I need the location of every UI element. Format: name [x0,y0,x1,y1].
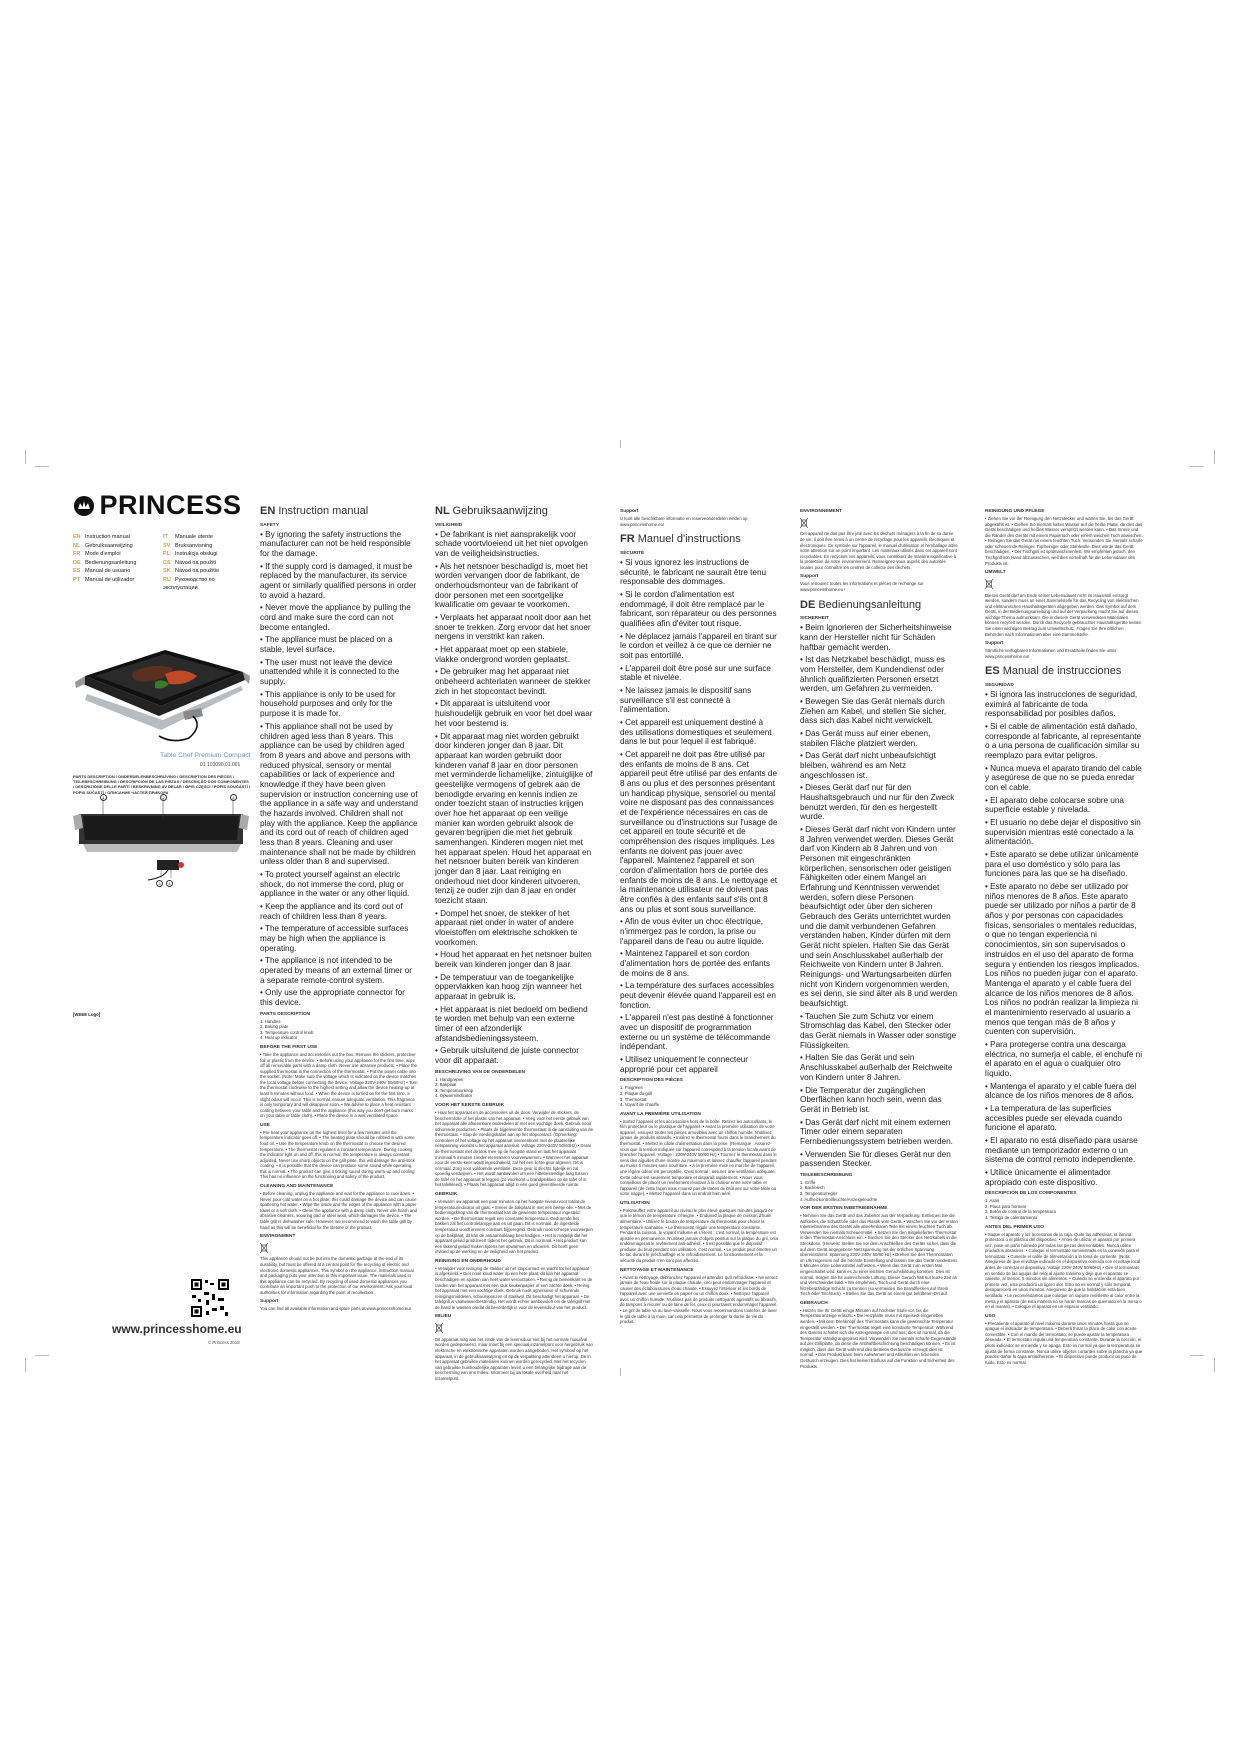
parts-item: 3. Thermostat [620,1096,647,1102]
crop-mark [1214,1358,1215,1372]
safety-heading: VEILIGHEID [435,522,463,528]
use-heading: UTILISATION [620,1200,650,1206]
safety-item: • L'appareil n'est pas destiné à fonctionner avec un dispositif de programmation externe ou un système de télécommande indépendant. [620,1013,774,1052]
cleaning-heading: REINIGING EN ONDERHOUD [435,1258,501,1264]
cleaning-text: • Avant le nettoyage, débranchez l'appareil et attendez qu'il refroidisse. • Ne versez jamais de l'eau froide sur la plaque chaude, ceci peut endommager l'appareil et causer des éclaboussures d'eau chaude. • Essuyez l'intérieur et les bords de l'appareil avec une serviette en papier ou un chiffon doux. • Nettoyez l'appareil avec un chiffon humide. N'utilisez pas de produits nettoyants agressifs ou abrasifs, de tampons à récurer ou de laine de fer, ceux-ci pourraient endommager l'appareil. • Le gril de table va au lave-vaisselle. Nous vous recommandons toutefois de laver le gril de table à la main, car cela permettra de prolonger la durée de vie du produit. [620,1274,778,1325]
crop-mark [35,466,49,467]
safety-item: • Tauchen Sie zum Schutz vor einem Stromschlag das Kabel, den Stecker oder das Gerät niemals in Wasser oder sonstige Flüssigkeiten. [800,1011,957,1050]
parts-item: 3. Temperature control knob [260,1029,314,1035]
language-entry-ru [163,576,243,593]
language-code: PL [163,551,171,558]
safety-item: • This appliance shall not be used by children aged less than 8 years. This appliance can be used by children aged from 8 years and above and persons with reduced physical, sensory or mental capabilities or lack of experience and knowledge if they have been given supervision or instruction concerning use of the appliance in a safe way and understand the hazards involved. Children shall not play with the appliance. Keep the appliance and its cord out of reach of children aged less than 8 years. Cleaning and user maintenance shall not be made by children unless older than 8 and supervised. [260,721,418,867]
safety-item: • Verwenden Sie für dieses Gerät nur den passenden Stecker. [800,1149,951,1169]
use-text: • Verwarm uw apparaat een paar minuten op het hoogste niveau voor totdat de temperatuurindicator uit gaat. • Smeer de bakplaat in met een beetje olie. • Met de bedieningsknop van de thermostaat kan de gewenste temperatuur ingesteld worden. • De thermostaat regelt een constante temperatuur. Gedurende het bakken zal het controlelampje aan en uit gaan. Dit is normaal, de ingestelde temperatuur wordt immers constant bijgeregeld. Gebruik nooit scherpe voorwerpen op de bakplaat, dit kan de antiaanbaklaag beschadigen. • Het is mogelijk dat het apparaat geluid produceert tijdens het gebruik. Dit is normaal. • Het product kan een tikkend geluid maken tijdens het opwarmen en afkoelen. Dit heeft geen invloed op de werking en de veiligheid van het product. [435,1199,593,1255]
safety-item: • Ist das Netzkabel beschädigt, muss es vom Hersteller, dem Kundendienst oder ähnlich qualifizierten Personen ersetzt werden, um Gefahren zu vermeiden. [800,655,945,694]
language-entry-it [163,533,243,542]
language-code: IT [163,534,168,540]
parts-item: 4. Opwarmindicator [435,1093,473,1099]
safety-item: • Halten Sie das Gerät und sein Anschlusskabel außerhalb der Reichweite von Kindern unter 8 Jahren. [800,1053,953,1082]
parts-item: 4. Aufheizkontrollleuchte/Anzeigeleuchte [800,1196,878,1202]
column-nl [435,505,593,1384]
crop-mark [35,1355,49,1356]
crop-mark [25,1358,26,1372]
crossed-bin-icon [800,518,808,528]
language-entry-fr [73,550,153,559]
safety-list [435,530,593,1066]
before-first-use-heading: AVANT LA PREMIÈRE UTILISATION [620,1111,701,1117]
safety-item: • To protect yourself against an electric shock, do not immerse the cord, plug or appliance in the water or any other liquid. [260,869,410,899]
parts-item: 1. Handgrepen [435,1076,464,1082]
environment-heading: UMWELT [985,570,1006,576]
safety-item: • Houd het apparaat en het netsnoer buiten bereik van kinderen jonger dan 8 jaar. [435,950,592,969]
safety-item: • If the supply cord is damaged, it must be replaced by the manufacturer, its service agent or similarly qualified persons in order to avoid a hazard. [260,561,417,600]
safety-item: • Het apparaat is niet bedoeld om bediend te worden met behulp van een externe timer of een afzonderlijk afstandsbedieningssysteem. [435,1004,588,1043]
environment-text: Dit apparaat mag aan het einde van de levensduur niet bij het normale huisafval worden gedeponeerd, maar moet bij een speciaal inzamelpunt voor hergebruik van elektrische en elektronische apparaten worden aangeboden. Het symbool op het apparaat, in de gebruiksaanwijzing en op de verpakking attendeert u hierop. De in het apparaat gebruikte materialen kunnen worden gerecycled. Met het recyclen van gebruikte huishoudelijke apparaten levert u een belangrijke bijdrage aan de bescherming van ons milieu. Informeer bij uw lokale overheid naar het inzamelpunt. [435,1336,593,1381]
language-code: DE [73,559,81,566]
diagram-label-1b: 1 [230,794,237,801]
parts-heading: PARTS DESCRIPTION / ONDERDELENBESCHRIJVING / DESCRIPTION DES PIÈCES / TEILEBESCHREIBUNG / DESCRIPCIÓN DE LAS PIEZAS / DESCRIÇÃO DOS COMPONENTES / DESCRIZIONE DELLE PARTI / BESKRIVNING AV DELAR / OPIS CZĘŚCI / POPIS SOUČÁSTÍ / POPIS SÚČASTÍ / ОПИСАНИЕ ЧАСТЕЙ ПРИБОРА [73,774,251,795]
safety-item: • The user must not leave the device unattended while it is connected to the supply. [260,657,400,687]
environment-text: This appliance should not be put into the domestic garbage at the end of its durability, but must be offered at a central point for the recycling of electric and electronic domestic appliances. This symbol on the appliance, instruction manual and packaging puts your attention to this important issue. The materials used in this appliance can be recycled. By recycling of used domestic appliances you contribute an important push to the protection of our environment. Ask your local authorities for information regarding the point of recollection. [260,1256,414,1295]
environment-heading: MILIEU [435,1314,452,1320]
safety-item: • De gebruiker mag het apparaat niet onbeheerd achterlaten wanneer de stekker zich in het stopcontact bevindt. [435,667,591,696]
language-entry-cs [163,559,243,568]
parts-item: 2. Baking plate [260,1024,289,1030]
language-label: Manual de usuario [85,568,131,575]
safety-item: • Das Gerät darf nicht unbeaufsichtigt bleiben, während es am Netz angeschlossen ist. [800,751,936,780]
column-en [260,505,418,1315]
parts-item: 2. Placa para hornear [985,1203,1027,1209]
safety-item: • Das Gerät muss auf einer ebenen, stabilen Fläche platziert werden. [800,728,931,748]
safety-item: • Als het netsnoer beschadigd is, moet het worden vervangen door de fabrikant, de onderhoudsmonteur van de fabrikant of door personen met een soortgelijke kwalificatie om gevaar te voorkomen. [435,561,588,610]
brand-name: PRINCESS [99,490,242,520]
safety-item: • Utilice únicamente el alimentador apropiado con este dispositivo. [985,1167,1111,1187]
safety-heading: SÉCURITÉ [620,550,645,556]
fold-mark [620,440,621,448]
safety-list [260,530,418,1008]
cleaning-heading: REINIGUNG UND PFLEGE [985,509,1045,514]
before-first-use-heading: ANTES DEL PRIMER USO [985,1224,1044,1230]
crossed-bin-icon [985,579,993,589]
crop-mark [1214,450,1215,464]
language-label: Manuale utente [175,534,213,540]
safety-item: • Das Gerät darf nicht mit einem externen Timer oder einem separaten Fernbedienungssystem betrieben werden. [800,1117,953,1146]
parts-item: 1. Asas [985,1198,1000,1204]
crossed-bin-icon [260,1243,268,1253]
support-text: You can find all available information and spare parts at www.princesshome.eu! [260,1306,411,1312]
language-label: Návod na použití [175,559,217,566]
before-first-use-heading: BEFORE THE FIRST USE [260,1044,318,1050]
parts-item: 1. Poignées [620,1085,643,1091]
cleaning-heading: CLEANING AND MAINTENANCE [260,1184,334,1190]
crop-mark [25,450,26,464]
safety-item: • Este aparato no debe ser utilizado por niños menores de 8 años. Este aparato puede ser utilizado por niños a partir de 8 años y por personas con capacidades físicas, sensoriales o mentales reducidas, o que no tengan experiencia ni conocimientos, sin son supervisados o instruidos en el uso del aparato de forma segura y entienden los riesgos implicados. Los niños no pueden jugar con el aparato. Mantenga el aparato y el cable fuera del alcance de los niños menores de 8 años. Los niños no podrán realizar la limpieza ni el mantenimiento reservado al usuario a menos que tengan más de 8 años y cuenten con supervisión. [985,882,1140,1037]
support-heading: Support [985,641,1004,647]
language-entry-sk [163,567,243,576]
section-title-fr: FR Manuel d'instructions [620,533,741,546]
safety-item: • Only use the appropriate connector for this device. [260,988,405,1007]
crown-icon [73,495,95,517]
crossed-bin-icon [435,1323,443,1333]
column-nl-fr [620,505,778,1328]
safety-item: • Die Temperatur der zugänglichen Oberflächen kann hoch sein, wenn das Gerät in Betrieb ist. [800,1085,942,1114]
environment-heading: ENVIRONNEMENT [800,509,843,514]
support-text: Sämtliche verfügbaren Informationen und Ersatzteile finden Sie unter www.princesshome.eu! [985,648,1117,659]
parts-item: 2. Backblech [800,1185,825,1191]
language-code: FR [73,551,81,558]
safety-item: • L'appareil doit être posé sur une surface stable et nivelée. [620,663,771,683]
safety-item: • Afin de vous éviter un choc électrique, n'immergez pas le cordon, la prise ou l'appareil dans de l'eau ou autre liquide. [620,917,764,946]
safety-item: • The appliance is not intended to be operated by means of an external timer or a separate remote-control system. [260,956,413,985]
language-label: Instruction manual [85,534,130,540]
parts-item: 3. Temperatuurknop [435,1087,474,1093]
use-heading: USO [985,1313,996,1319]
parts-description-heading: PARTS DESCRIPTION [260,1011,311,1017]
safety-item: • De temperatuur van de toegankelijke oppervlakken kan hoog zijn wanneer het apparaat in gebruik is. [435,972,582,1001]
brand-website: www.princesshome.eu [112,1322,242,1336]
language-label: Mode d'emploi [85,551,121,558]
parts-list [800,1180,958,1202]
parts-description-heading: DESCRIPTION DES PIÈCES [620,1078,683,1084]
use-text: • Préchauffez votre appareil au niveau le plus élevé quelques minutes jusqu'à ce que le témoin de température s'éteigne. • Enduisez la plaque de cuisson d'huile alimentaire. • Utilisez le bouton de température du thermostat pour choisir la température souhaitée. • Le thermostat régule une température constante. Pendant la cuisson, le voyant s'allume et s'éteint ; c'est normal, la température est ajustée en permanence. N'utilisez jamais d'objets pointus sur la plaque du gril, cela endommagerait le revêtement anti-adhésif. • Il est possible que le dispositif produise du bruit pendant son utilisation, c'est normal. • Le produit peut émettre un tic-tac durant le préchauffage et le refroidissement. Le fonctionnement et la sécurité du produit n'en sont pas affectés. [620,1207,778,1264]
language-code: PT [73,576,81,583]
safety-item: • Ne laissez jamais le dispositif sans surveillance s'il est connecté à l'alimentation. [620,685,752,715]
environment-text: Cet appareil ne doit pas être jeté avec les déchets ménagers à la fin de sa durée de vie, il doit être remis à un centre de recyclage pour les appareils électriques et électroniques. Ce symbole sur l'appareil, le manuel d'utilisation et l'emballage attire votre attention sur un point important. Les matériaux utilisés dans cet appareil sont recyclables. En recyclant vos appareils, vous contribuez de manière significative à la protection de notre environnement. Renseignez-vous auprès des autorités locales pour connaître les centres de collecte des déchets. [800,531,958,570]
parts-list [260,1019,418,1041]
safety-item: • La temperatura de las superficies accesibles puede ser elevada cuando funcione el aparato. [985,1103,1123,1133]
parts-item: 4. Testigo de calentamiento [985,1215,1038,1220]
safety-item: • Si ignora las instrucciones de seguridad, eximirá al fabricante de toda responsabilidad por posibles daños. [985,690,1138,719]
safety-item: • The appliance must be placed on a stable, level surface. [260,635,393,655]
support-heading: Support [620,509,639,514]
language-code: RU [163,576,171,583]
safety-list [800,623,958,1169]
safety-heading: SEGURIDAD [985,683,1014,689]
support-text: Vous retrouvez toutes les informations et pièces de rechange sur www.princesshome.eu ! [800,581,924,592]
safety-item: • Dit apparaat mag niet worden gebruikt door kinderen jonger dan 8 jaar. Dit apparaat kan worden gebruikt door kinderen vanaf 8 jaar en door personen met verminderde lichamelijke, zintuiglijke of geestelijke vermogens of gebrek aan de benodigde ervaring en kennis indien ze onder toezicht staan of instructies krijgen over hoe het apparaat op een veilige manier kan worden gebruikt alsook de gevaren begrijpen die met het gebruik samenhangen. Kinderen mogen niet met het apparaat spelen. Houd het apparaat en het netsnoer buiten bereik van kinderen jonger dan 8 jaar. Laat reiniging en onderhoud niet door kinderen uitvoeren, tenzij ze ouder zijn dan 8 jaar en onder toezicht staan. [435,731,593,905]
safety-item: • De fabrikant is niet aansprakelijk voor schade voortvloeiend uit het niet opvolgen van de veiligheidsinstructies. [435,529,588,559]
support-heading: Support [260,1299,279,1305]
column-fr-de [800,505,958,1372]
use-text: • Heizen Sie Ihr Gerät einige Minuten auf höchster Stufe vor, bis die Temperaturanzeige erlischt. • Die Heizplatte muss mit Speiseöl eingerieben werden. • Mit dem Drehknopf des Thermostats kann die gewünschte Temperatur eingestellt werden. • Der Thermostat regelt eine konstante Temperatur. Während des Garens schaltet sich die Anzeigelampe ein und aus; dies ist normal, da die Temperatur ständig angepasst wird. Verwenden Sie niemals scharfe Gegenstände auf der Grillplatte, da diese die Antihaftbeschichtung beschädigen können. • Es ist möglich, dass das Gerät während des Betriebs Geräusche erzeugt; dies ist normal. • Das Produkt kann beim Aufwärmen und Abkühlen ein tickendes Geräusch erzeugen. Dies hat keinen Einfluss auf die Funktion und Sicherheit des Produkts. [800,1307,957,1369]
parts-item: 4. Heat up indicator [260,1035,298,1041]
parts-item: 1. Handles [260,1018,281,1024]
cleaning-text: • Verwijder voor reiniging de stekker uit het stopcontact en wacht tot het apparaat is afgekoeld. • Giet nooit koud water op een hete plaat; dit kan het apparaat beschadigen en spatten van heet water veroorzaken. • Reinig de binnenkant en de randen van het apparaat met een stuk keukenpapier of een zachte doek. • Reinig het apparaat met een vochtige doek. Gebruik nooit agressieve of schurende reinigingsmiddelen, schuursponzen of staalwol. Dit beschadigt het apparaat. • De tafelgrill is vaatwasserbestendig. Het wordt echter aanbevolen om de tafelgrill met de hand te wassen omdat dit bevorderlijk is voor de levensduur van het product. [435,1265,593,1310]
safety-item: • Ne déplacez jamais l'appareil en tirant sur le cordon et veillez à ce que ce dernier ne soit pas entortillé. [620,631,777,660]
safety-item: • El aparato debe colocarse sobre una superficie estable y nivelada. [985,795,1124,815]
language-entry-de [73,559,153,568]
product-model-number: 01.103090.01.001 [200,762,241,768]
safety-item: • Mantenga el aparato y el cable fuera del alcance de los niños menores de 8 años. [985,1081,1137,1101]
diagram-label-1: 1 [100,794,107,801]
section-title-nl: NL Gebruiksaanwijzing [435,505,548,517]
before-first-use-text: • Saque el aparato y los accesorios de la caja. Quite las adhesivas, la lámina protectora o el plástico del dispositivo. • Antes de utilizar el aparato por primera vez, pase un paño húmedo por todas las piezas desmontables. Nunca utilice productos abrasivos. • Coloque el termostato suministrado en la conexión para el termostato. • Conecte el cable de alimentación a la toma de corriente. (Nota: Asegúrese de que el voltaje indicado en el dispositivo coincida con el voltaje local antes de conectar el dispositivo. Voltaje 220V-240V 50/60Hz) • Gire el termostato en sentido de las agujas del reloj al ajuste máximo y deje que el aparato se caliente, al menos, 5 minutos sin alimentos. • Cuando se encienda el aparato por primera vez, este producirá un ligero olor. Esto no es normal y sólo temporal, desaparecerá en unos minutos. Asegúrese de que la habitación está bien ventilada. • Le recomendamos que coloque un soporte resistente al calor entre la mesa y el aparato (de esta manera no se harán marcas de quemado en la mesa o en el mantel). • Coloque el aparato en un espacio ventilado. [985,1231,1142,1310]
parts-item: 2. Bakplaat [435,1082,457,1088]
fold-mark [620,1368,621,1376]
safety-list [620,558,778,1075]
language-label: Instrukcja obsługi [175,551,218,558]
support-heading: Support [800,574,819,580]
before-first-use-text: • Take the appliance and accessories out the box. Remove the stickers, protective foil or plastic from the device. • Before using your appliance for the first time, wipe off all removable parts with a damp cloth. Never use abrasive products. • Place the supplied thermostat in the connection of the thermostat. • Put the power cable into the socket. (Note: Make sure the voltage which is indicated on the device matches the local voltage before connecting the device. Voltage 220V-240V 50/60Hz) • Turn the thermostat clockwise to the highest setting and allow the device heating-up at least 5 minutes without food. • When the device is turned on for the first time, a slight odour will occur. This is normal, ensure adequate ventilation. This fragrance is only temporary and will disappear soon. • We advise to place a heat resistant coating between your table and the appliance (this way you don't get burn marks on your table or table cloth). • Place the device in a well ventilated space. [260,1051,418,1119]
diagram-label-4: 4 [166,880,173,887]
language-label: Руководство по эксплуатации [163,576,215,592]
parts-description-heading: DESCRIPCIÓN DE LOS COMPONENTES [985,1191,1077,1197]
product-model-name: Table Chef Premium Compact [160,752,251,759]
language-label: Bedienungsanleitung [85,559,137,566]
safety-item: • Cet appareil est uniquement destiné à des utilisations domestiques et seulement dans le but pour lequel il est fabriqué. [620,717,772,747]
cleaning-heading: NETTOYAGE ET MAINTENANCE [620,1267,694,1273]
safety-item: • Para protegerse contra una descarga eléctrica, no sumerja el cable, el enchufe ni el aparato en el agua o cualquier otro líquido. [985,1039,1143,1078]
diagram-label-3: 3 [156,880,163,887]
before-first-use-text: • Nehmen Sie das Gerät und das Zubehör aus der Verpackung. Entfernen Sie die Aufkleber, die Schutzfolie oder das Plastik vom Gerät. • Wischen Sie vor der ersten Inbetriebnahme des Geräts alle abnehmbaren Teile mit einem feuchten Tuch ab. Verwenden Sie niemals Scheuermittel. • Setzen Sie den mitgelieferten Thermostat in den Thermostat-Anschluss ein. • Stecken Sie den Stecker des Netzkabels in die Steckdose. (Hinweis: Stellen Sie vor dem Anschließen des Geräts sicher, dass die auf dem Gerät angegebene Netzspannung mit der örtlichen Spannung übereinstimmt. Spannung 220V-240V 50/60 Hz) • Drehen Sie den Thermostaten im Uhrzeigersinn auf die höchste Einstellung und lassen Sie das Gerät mindestens 5 Minuten ohne Lebensmittel aufheizen. • Wenn das Gerät zum ersten Mal eingeschaltet wird, kann es zu einer leichten Geruchsbildung kommen. Dies ist normal. Sorgen Sie für ausreichende Lüftung. Dieser Geruch hält nur kurze Zeit an und verschwindet bald. • Wir empfehlen, Tisch und Gerät durch eine hitzebeständige Schicht zu trennen (so vermeiden Sie Brandflecken auf Ihrem Tisch oder Tischtuch). • Stellen Sie das Gerät an einem gut belüfteten Ort auf. [800,1213,958,1297]
safety-item: • The temperature of accessible surfaces may be high when the appliance is operating. [260,924,409,953]
safety-item: • Dit apparaat is uitsluitend voor huishoudelijk gebruik en voor het doel waar het voor bestemd is. [435,699,593,728]
parts-list [435,1077,593,1099]
safety-item: • Dieses Gerät darf nur für den Haushaltsgebrauch und nur für den Zweck benutzt werden, für den es hergestellt wurde. [800,783,955,822]
safety-item: • Si vous ignorez les instructions de sécurité, le fabricant ne saurait être tenu responsable des dommages. [620,557,767,587]
safety-item: • Beim Ignorieren der Sicherheitshinweise kann der Hersteller nicht für Schäden haftbar gemacht werden. [800,623,952,652]
language-label: Gebruiksaanwijzing [85,542,133,549]
language-code: CS [163,559,171,566]
safety-item: • Si le cordon d'alimentation est endommagé, il doit être remplacé par le fabricant, son réparateur ou des personnes qualifiées afin d'éviter tout risque. [620,589,777,628]
section-title-en: EN Instruction manual [260,505,369,517]
column-de-es [985,505,1143,1368]
language-entry-en [73,533,153,542]
product-photo [73,612,250,747]
language-code: EN [73,534,81,540]
safety-list [985,690,1143,1187]
parts-diagram [73,794,251,886]
safety-item: • El aparato no está diseñado para usarse mediante un temporizador externo o un sistema de control remoto independiente. [985,1135,1138,1165]
use-text: • Pre-heat your appliance on the highest level for a few minutes until the temperature indicator goes off. • The heating plate should be rubbed in with some food oil. • Use the temperature knob on the thermostat to choose the desired temperature. • The thermostat regulates a constant temperature. During cooking the indicator light on and off, this is normal, the temperature is always constant adjusted. Never use sharp objects on the grill plate, this will damage the anti-stick coating. • It is possible that the device can produce some sound while operating, this is normal. • The product can give a ticking sound during warm-up and cooling. This has no influence on the functioning and safety of the product. [260,1129,416,1180]
parts-description-heading: TEILEBESCHREIBUNG [800,1172,853,1178]
parts-item: 4. Voyant de chauffe [620,1102,660,1108]
use-heading: USE [260,1122,270,1128]
cleaning-text: • Ziehen Sie vor der Reinigung den Netzstecker und warten Sie, bis das Gerät abgekühlt ist. • Gießen Sie niemals kaltes Wasser auf die heiße Platte, da dies das Gerät beschädigen und heißes Wasser verspritzt werden kann. • Das Innere und die Ränder des Geräts mit einem Papiertuch oder einem weichen Tuch abwischen. • Reinigen Sie das Gerät mit einem feuchten Tuch. Verwenden Sie niemals scharfe oder scheuernde Reiniger, Topfreiniger oder Stahlwolle. Dies würde das Gerät beschädigen. • Der Tischgrill ist spülmaschinenfest. Wir empfehlen jedoch, den Tischgrill von Hand abzuwaschen, weil dies vorteilhaft für die Lebensdauer des Produkts ist. [985,515,1143,566]
safety-item: • Gebruik uitsluitend de juiste connector voor dit apparaat. [435,1046,579,1065]
language-label: Manual de utilizador [85,576,135,583]
language-label: Návod na použitie [175,568,220,575]
environment-text: Dieses Gerät darf am Ende seiner Lebensdauer nicht im Hausmüll entsorgt werden, sondern muss an einer Sammelstelle für das Recycling von elektrischen und elektronischen Haushaltsgeräten abgegeben werden. Das Symbol auf dem Gerät, in der Bedienungsanleitung und auf der Verpackung macht Sie auf dieses wichtige Thema aufmerksam. Die in diesem Gerät verwendeten Materialien können recycelt werden. Durch das Recyceln gebrauchter Haushaltsgeräte leisten Sie einen wichtigen Beitrag zum Umweltschutz. Fragen Sie Ihre örtlichen Behörden nach Informationen über eine Sammelstelle. [985,592,1142,637]
use-heading: GEBRUIK [435,1192,458,1198]
language-code: NL [73,542,81,549]
language-entry-es [73,567,153,576]
language-code: ES [73,568,81,575]
safety-item: • Dompel het snoer, de stekker of het apparaat niet onder in water of andere vloeistoffen om elektrische schokken te voorkomen. [435,908,578,947]
parts-item: 2. Plaque du grill [620,1091,653,1097]
safety-item: • Never move the appliance by pulling the cord and make sure the cord can not become entangled. [260,603,411,632]
language-entry-sv [163,542,243,551]
safety-item: • Het apparaat moet op een stabiele, vlakke ondergrond worden geplaatst. [435,645,570,664]
before-first-use-heading: VOOR HET EERSTE GEBRUIK [435,1102,505,1108]
safety-item: • Si el cable de alimentación está dañado, corresponde al fabricante, al representante o a una persona de cualificación similar su reemplazo para evitar peligros. [985,722,1142,761]
diagram-label-2: 2 [160,794,167,801]
safety-item: • Dieses Gerät darf nicht von Kindern unter 8 Jahren verwendet werden. Dieses Gerät darf von Kindern ab 8 Jahren und von Personen mit eingeschränkten körperlichen, sensorischen oder geistigen Fähigkeiten oder einem Mangel an Erfahrung und Kenntnissen verwendet werden, sofern diese Personen beaufsichtigt oder über den sicheren Gebrauch des Geräts unterrichtet wurden und die damit verbundenen Gefahren verstanden haben. Kinder dürfen mit dem Gerät nicht spielen. Halten Sie das Gerät und sein Anschlusskabel außerhalb der Reichweite von Kindern unter 8 Jahren. Reinigungs- und Wartungsarbeiten dürfen nicht von Kindern vorgenommen werden, es sei denn, sie sind älter als 8 und werden beaufsichtigt. [800,825,958,1009]
safety-heading: SAFETY [260,522,279,528]
crop-mark [1190,466,1204,467]
safety-item: • Maintenez l'appareil et son cordon d'alimentation hors de portée des enfants de moins de 8 ans. [620,949,770,978]
environment-heading: ENVIRONMENT [260,1234,296,1240]
safety-item: • Verplaats het apparaat nooit door aan het snoer te trekken. Zorg ervoor dat het snoer nergens in verstrikt kan raken. [435,613,591,642]
weee-logo-label: [WEEE Logo] [73,1012,101,1017]
use-text: • Precaliente el aparato al nivel máximo durante unos minutos hasta que se apague el indicador de temperatura. • Deberá frotar la placa de calor con aceite comestible. • Con el mando del termostato, se puede ajustar la temperatura deseada. • El termostato regula una temperatura constante. Durante la cocción, el piloto indicador se enciende y se apaga. Esto es normal ya que la temperatura se ajusta de forma constante. Nunca utilice objetos cortantes sobre la plancha ya que pueden dañar la capa antiadherente. • El dispositivo puede producir un poco de ruido. Esto es normal. [985,1320,1143,1365]
safety-item: • Cet appareil ne doit pas être utilisé par des enfants de moins de 8 ans. Cet appareil peut être utilisé par des enfants de 8 ans ou plus et des personnes présentant un handicap physique, sensoriel ou mental voire ne disposant pas des connaissances et de l'expérience nécessaires en cas de surveillance ou d'instructions sur l'usage de cet appareil en toute sécurité et de compréhension des risques impliqués. Les enfants ne doivent pas jouer avec l'appareil. Maintenez l'appareil et son cordon d'alimentation hors de portée des enfants de moins de 8 ans. Le nettoyage et la maintenance utilisateur ne doivent pas être confiés à des enfants sauf s'ils ont 8 ans ou plus et sont sous surveillance. [620,749,778,914]
support-text: U kunt alle beschikbare informatie en reserveonderdelen vinden op www.princesshome.eu! [620,515,748,527]
parts-description-heading: BESCHRIJVING VAN DE ONDERDELEN [435,1069,525,1075]
parts-item: 1. Griffe [800,1179,816,1185]
safety-item: • Bewegen Sie das Gerät niemals durch Ziehen am Kabel, und stellen Sie sicher, dass sich das Kabel nicht verwickelt. [800,696,947,726]
language-code: SK [163,568,171,575]
before-first-use-text: • Sortez l'appareil et les accessoires hors de la boîte. Retirez les autocollants, le film protecteur ou le plastique de l'appareil. • Avant la première utilisation de votre appareil, essuyez toutes les pièces amovibles avec un chiffon humide. N'utilisez jamais de produits abrasifs. • Insérez le thermostat fourni dans le branchement du thermostat. • Mettez le câble d'alimentation dans la prise. (Remarque : Assurez-vous que la tension indiquée sur l'appareil correspond à la tension locale avant de brancher l'appareil. Voltage : 220V-240V 50/60 Hz) • Tournez le thermostat dans le sens des aiguilles d'une montre au maximum et laissez chauffer l'appareil pendant au moins 5 minutes sans nourriture. • À la première mise en marche de l'appareil, une légère odeur est perceptible. C'est normal ; assurez une ventilation adéquate. Cette odeur est seulement temporaire et disparaît rapidement. • Nous vous conseillons de placer un revêtement résistant à la chaleur entre votre table et l'appareil (de cette façon vous n'aurez pas de traces de brûlures sur votre table ou votre nappe). • Mettez l'appareil dans un endroit bien aéré. [620,1118,777,1197]
safety-item: • Este aparato se debe utilizar únicamente para el uso doméstico y sólo para las funciones para las que se ha diseñado. [985,850,1139,879]
language-label: Bruksanvisning [175,542,213,549]
use-heading: GEBRAUCH [800,1300,828,1306]
brand-logo [73,490,242,521]
before-first-use-text: • Haal het apparaat en de accessoires uit de doos. Verwijder de stickers, de beschermfolie of het plastic van het apparaat. • Veeg voor het eerste gebruik van het apparaat alle afneembare onderdelen af met een vochtige doek. Gebruik nooit schurende producten. • Plaats de bijgeleverde thermostaat in de aansluiting van de thermostaat. • Stop de voedingskabel aan op het stopcontact. (Opmerking: controleer of het voltage op het apparaat overeenkomt met de plaatselijke netspanning voordat u het apparaat aansluit. Voltage 220V-240V 50/60Hz) • Draai de thermostaat met de klok mee op de hoogste stand en laat het apparaat minimaal 5 minuten zonder etenswaren voorverwarmen. • Wanneer het apparaat voor de eerste keer wordt ingeschakeld, zal het een lichte geur afgeven. Dit is normaal. Zorg voor voldoende ventilatie. Deze geur is slechts tijdelijk en zal spoedig verdwijnen. • Het wordt aanbevolen om een hittebestendige laag tussen de tafel en het apparaat te leggen (zo voorkomt u brandplekken op de tafel of in het tafelkleed). • Plaats het apparaat altijd in een goed geventileerde ruimte. [435,1109,593,1188]
crop-mark [1190,1355,1204,1356]
language-entry-pt [73,576,153,585]
parts-list [985,1198,1143,1220]
qr-code [190,1278,230,1318]
language-entry-nl [73,542,153,551]
safety-item: • La température des surfaces accessibles peut devenir élevée quand l'appareil est en fonction. [620,981,776,1010]
language-code: SV [163,542,171,549]
safety-item: • This appliance is only to be used for household purposes and only for the purpose it is made for. [260,689,396,719]
section-title-de: DE Bedienungsanleitung [800,598,922,611]
safety-item: • Keep the appliance and its cord out of reach of children less than 8 years. [260,901,403,921]
safety-item: • Nunca mueva el aparato tirando del cable y asegúrese de que no se pueda enredar con el cable. [985,763,1142,793]
section-title-es: ES Manual de instrucciones [985,665,1122,678]
parts-item: 3. Temperaturregler [800,1191,838,1197]
safety-item: • El usuario no debe dejar el dispositivo sin supervisión mientras esté conectado a la alimentación. [985,818,1141,847]
before-first-use-heading: VOR DER ERSTEN INBETRIEBNAHME [800,1206,888,1212]
safety-heading: SICHERHEIT [800,616,830,622]
parts-list [620,1085,778,1107]
safety-item: • Utilisez uniquement le connecteur approprié pour cet appareil [620,1055,749,1074]
copyright: © Princess 2018 [208,1340,240,1345]
parts-item: 3. Botón de control de la temperatura [985,1209,1056,1215]
language-entry-pl [163,550,243,559]
safety-item: • By ignoring the safety instructions the manufacturer can not be held responsible for the damage. [260,529,411,559]
cleaning-text: • Before cleaning, unplug the appliance and wait for the appliance to cool down. • Never pour cold water on a hot plate; this could damage the device and can cause spattering hot water. • Wipe the inside and the edges of the appliance with a paper towel or a soft cloth. • Clean the appliance with a damp cloth. Never use harsh and abrasive cleaners, scouring pad or steel wool, which damages the device. • The table grill is dishwasher safe. However, we recommend to wash the table grill by hand as this will be beneficial for the lifetime of the product. [260,1191,417,1230]
